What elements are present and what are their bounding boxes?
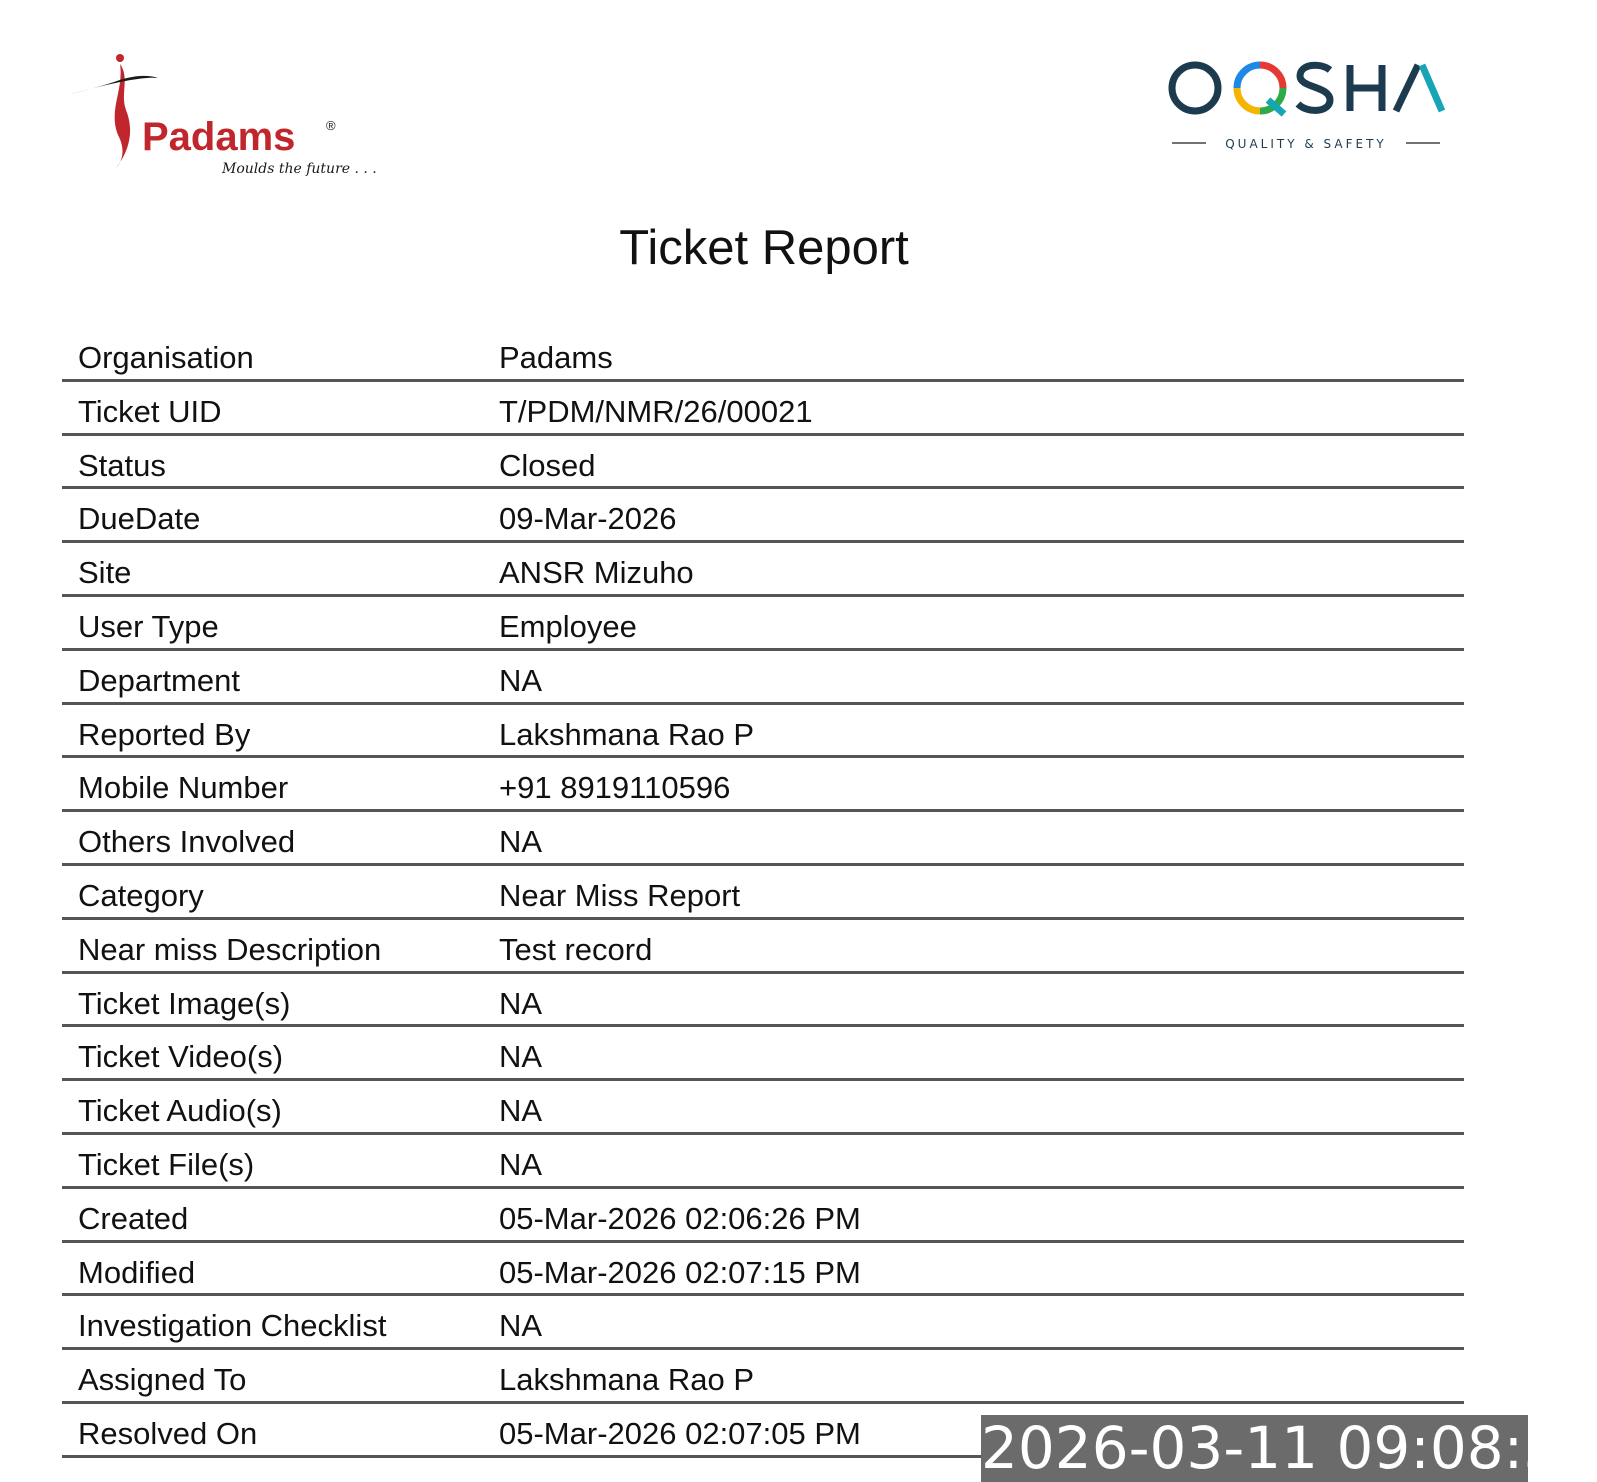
field-value: NA [483,1295,1464,1349]
field-value: NA [483,811,1464,865]
field-value: 05-Mar-2026 02:07:15 PM [483,1241,1464,1295]
oqsha-logo [1160,50,1460,160]
field-value: Padams [483,328,1464,380]
table-row [62,1241,1464,1295]
table-row [62,595,1464,649]
field-label: DueDate [62,488,483,542]
field-value: Closed [483,434,1464,488]
table-row [62,1026,1464,1080]
field-label: Modified [62,1241,483,1295]
field-value: Test record [483,918,1464,972]
page-title: Ticket Report [619,221,909,275]
field-label: Assigned To [62,1349,483,1403]
table-row [62,328,1464,380]
field-value: Lakshmana Rao P [483,1349,1464,1403]
field-value: NA [483,1133,1464,1187]
table-row [62,918,1464,972]
ticket-report-table [62,328,1464,1458]
padams-tagline: Moulds the future . . . [222,161,377,177]
field-label: User Type [62,595,483,649]
field-value: 05-Mar-2026 02:07:05 PM [483,1402,1464,1456]
field-value: 09-Mar-2026 [483,488,1464,542]
field-value: T/PDM/NMR/26/00021 [483,380,1464,434]
field-label: Investigation Checklist [62,1295,483,1349]
table-row [62,1080,1464,1134]
table-row [62,864,1464,918]
table-row [62,1187,1464,1241]
field-value: Lakshmana Rao P [483,703,1464,757]
oqsha-tagline: QUALITY & SAFETY [1225,137,1387,151]
field-value: 05-Mar-2026 02:06:26 PM [483,1187,1464,1241]
table-row [62,1133,1464,1187]
field-value: Employee [483,595,1464,649]
field-value: Near Miss Report [483,864,1464,918]
field-label: Ticket UID [62,380,483,434]
padams-logo [60,50,400,185]
field-value: NA [483,972,1464,1026]
padams-wordmark: Padams [142,115,296,159]
field-value: NA [483,649,1464,703]
table-row [62,488,1464,542]
field-label: Ticket File(s) [62,1133,483,1187]
field-value: NA [483,1026,1464,1080]
field-label: Ticket Audio(s) [62,1080,483,1134]
field-label: Resolved On [62,1402,483,1456]
field-label: Others Involved [62,811,483,865]
field-label: Department [62,649,483,703]
field-value: NA [483,1080,1464,1134]
table-row [62,542,1464,596]
table-row [62,649,1464,703]
field-label: Organisation [62,328,483,380]
field-label: Mobile Number [62,757,483,811]
field-label: Ticket Image(s) [62,972,483,1026]
timestamp-overlay: 2026-03-11 09:08:30 [981,1414,1597,1482]
field-label: Site [62,542,483,596]
field-label: Category [62,864,483,918]
field-label: Reported By [62,703,483,757]
field-value: +91 8919110596 [483,757,1464,811]
table-row [62,1349,1464,1403]
table-row [62,757,1464,811]
table-row [62,1295,1464,1349]
table-row [62,380,1464,434]
field-value: ANSR Mizuho [483,542,1464,596]
table-row [62,703,1464,757]
field-label: Created [62,1187,483,1241]
svg-text:®: ® [326,118,336,133]
field-label: Status [62,434,483,488]
table-row [62,972,1464,1026]
table-row [62,434,1464,488]
field-label: Ticket Video(s) [62,1026,483,1080]
field-label: Near miss Description [62,918,483,972]
table-row [62,811,1464,865]
